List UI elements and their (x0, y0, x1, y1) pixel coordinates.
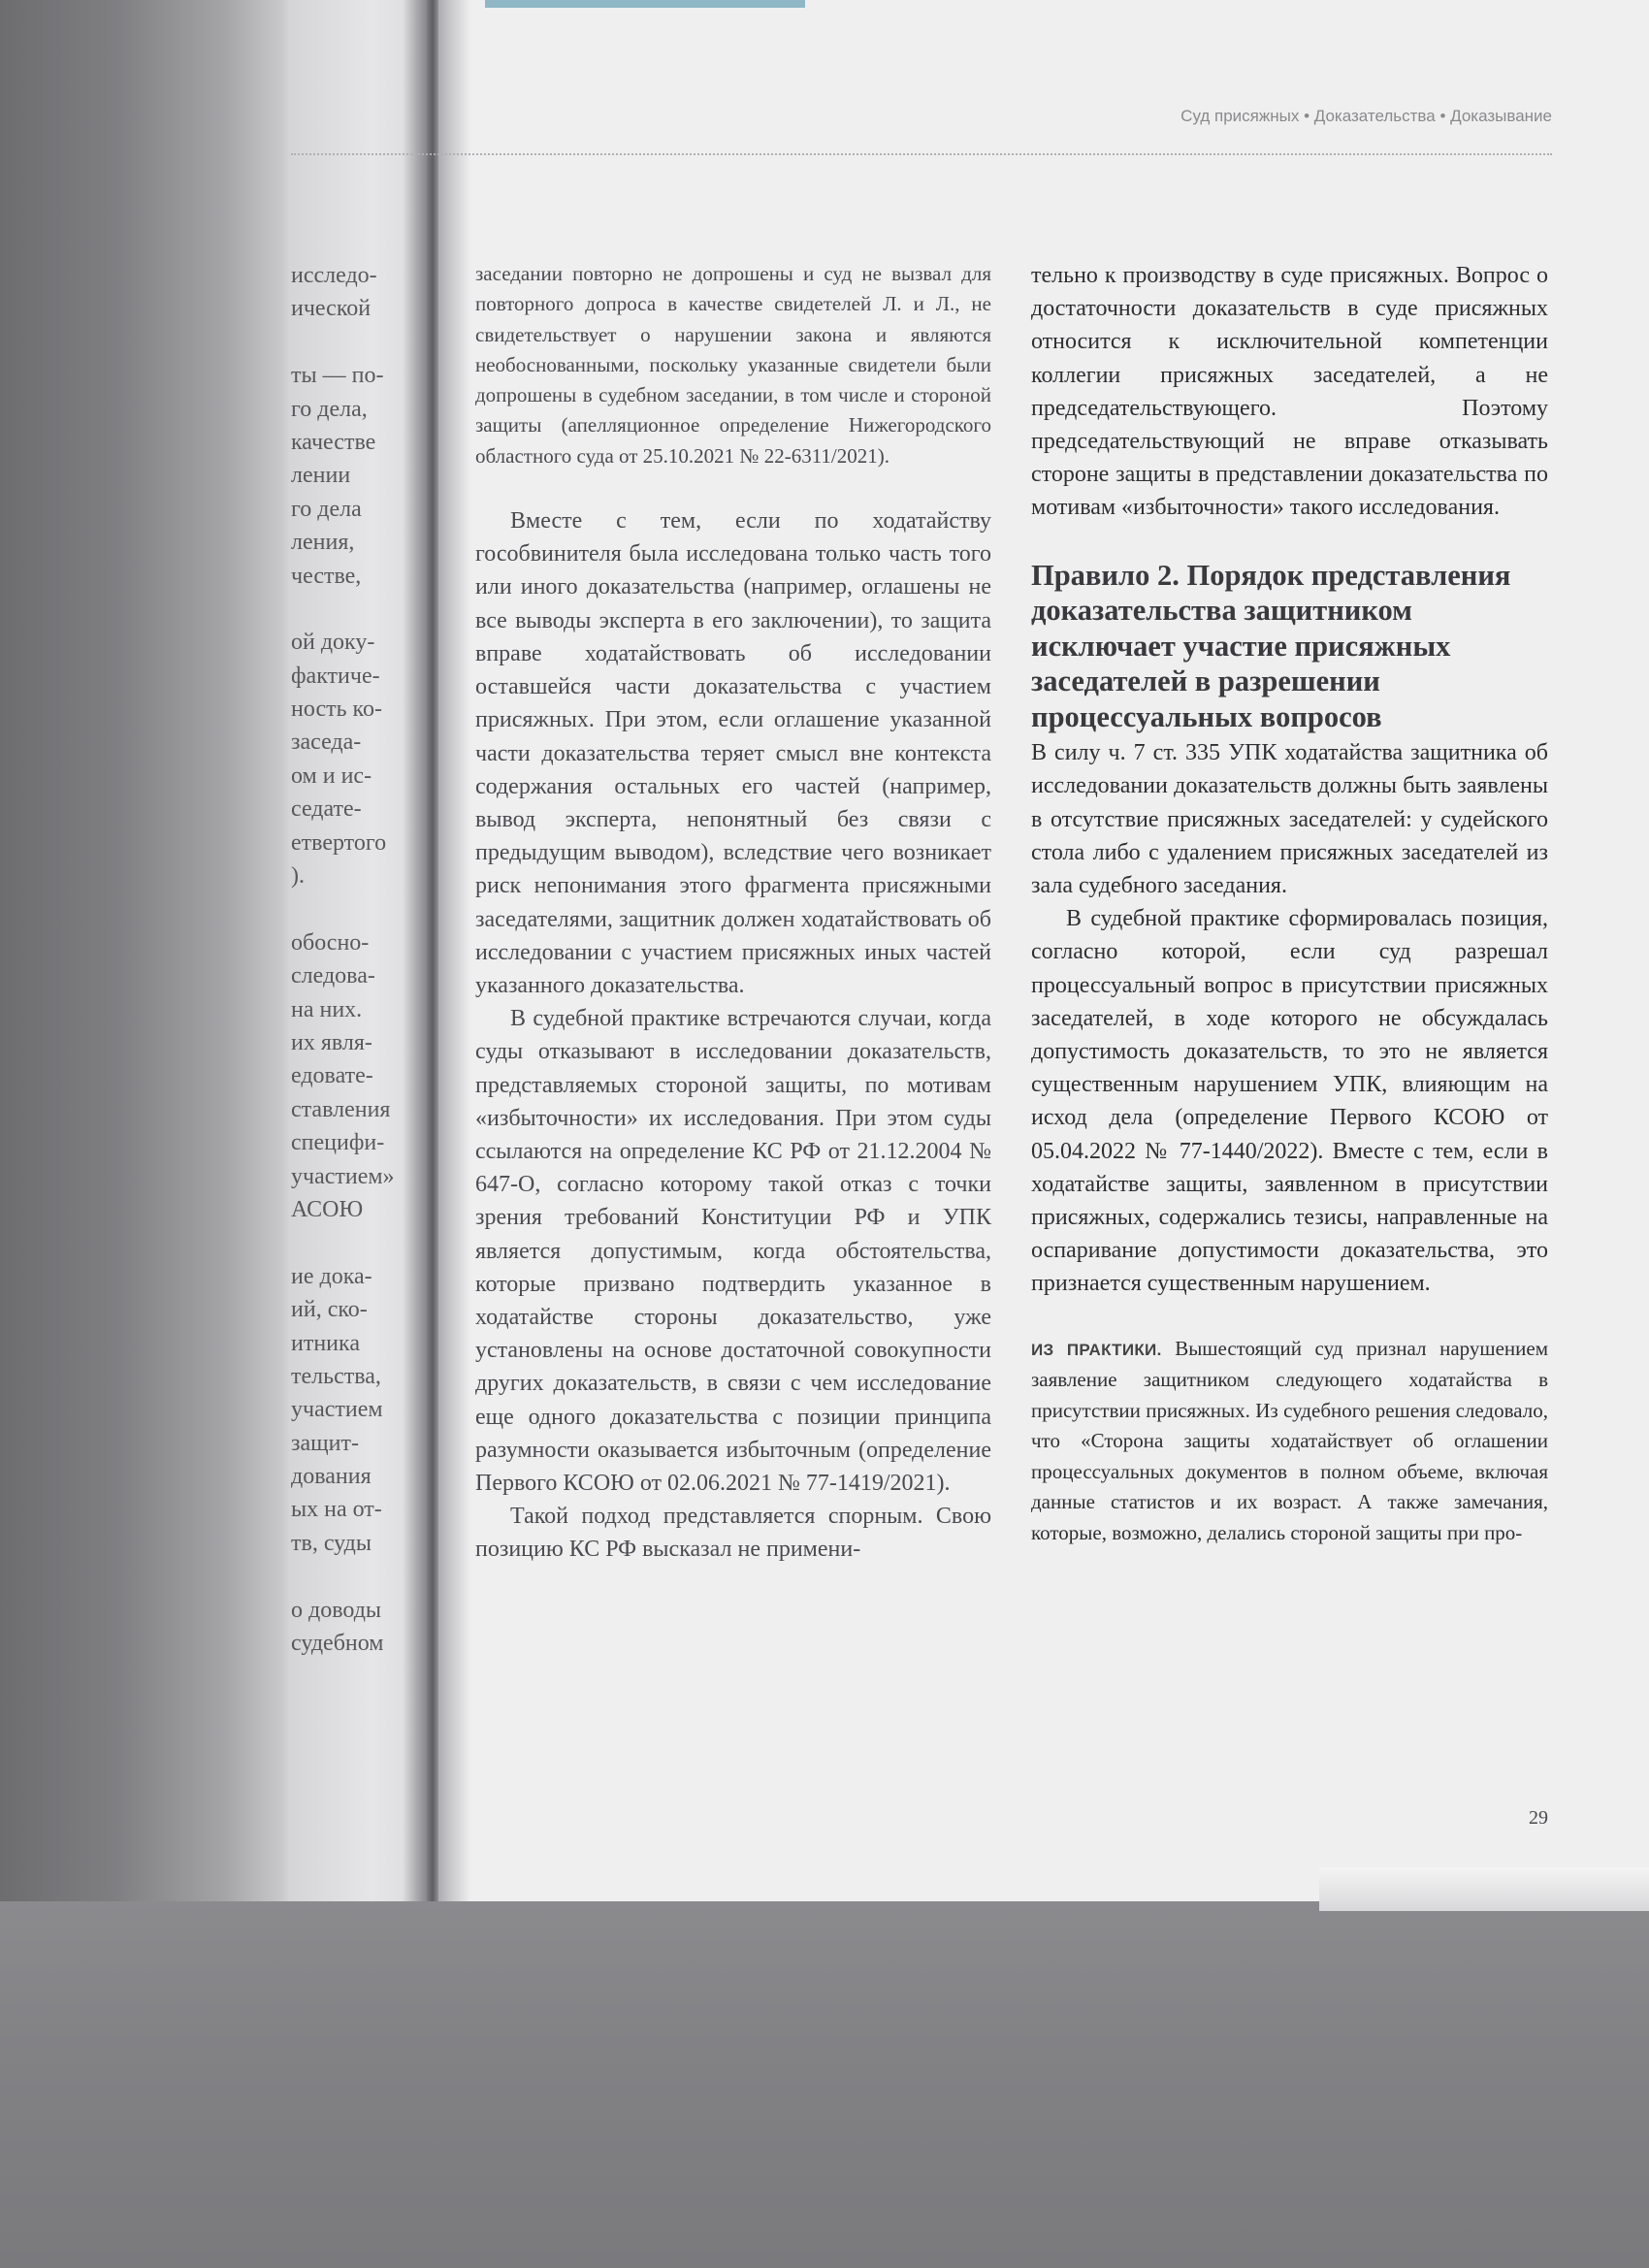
previous-page-line: заседа- (291, 729, 362, 756)
previous-page-line: ность ко- (291, 697, 382, 723)
practice-text: Вышестоящий суд признал нарушением заявление защитником следующего ходатайства в присутствии присяжных. Из судебного решения следовало, что «Сторона защиты ходатайствует об оглашении процессуальных документов в полном объеме, включая данные статистов и их возраст. А также замечания, которые, возможно, делались стороной защиты при про- (1031, 1336, 1548, 1544)
section-heading: Правило 2. Порядок представления доказательства защитником исключает участие присяжных заседателей в разрешении процессуальных вопросов (1031, 558, 1511, 733)
header-divider (291, 153, 1552, 155)
middle-column (475, 259, 991, 1567)
paragraph: В судебной практике сформировалась позиция, согласно которой, если суд разрешал процессуальный вопрос в присутствии присяжных заседателей, в ходе которого не обсуждалась допустимость доказательств, то это не является существенным нарушением УПК, влияющим на исход дела (определение Первого КСОЮ от 05.04.2022 № 77-1440/2022). Вместе с тем, если в ходатайстве защиты, заявленном в присутствии присяжных, содержались тезисы, направленные на оспаривание допустимости доказательства, это признается существенным нарушением. (1031, 906, 1548, 1297)
previous-page-line: исследо- (291, 263, 377, 288)
previous-page-line: участием» (291, 1163, 395, 1189)
previous-page-line: на них. (291, 996, 363, 1022)
paragraph-gap (1031, 1301, 1548, 1334)
previous-page-line: фактиче- (291, 663, 380, 689)
book-gutter-fold (427, 0, 438, 1901)
previous-page-line: тельства, (291, 1363, 381, 1389)
previous-page-line: ых на от- (291, 1497, 382, 1523)
previous-page-line: го дела (291, 496, 362, 522)
previous-page-line: го дела, (291, 396, 368, 422)
previous-page-line: седате- (291, 796, 362, 823)
previous-page-line: качестве (291, 429, 376, 455)
previous-page-line: дования (291, 1464, 372, 1490)
previous-page-line: следова- (291, 963, 375, 989)
previous-page-line: ой доку- (291, 630, 375, 656)
scanner-background (0, 1901, 1649, 2268)
previous-page-line: о доводы (291, 1597, 382, 1623)
previous-page-line (291, 593, 396, 626)
page-number: 29 (1529, 1807, 1548, 1829)
practice-label: ИЗ ПРАКТИКИ. (1031, 1340, 1162, 1359)
right-column (1031, 259, 1548, 1548)
previous-page-line: обосно- (291, 929, 370, 956)
previous-page-line (291, 326, 396, 359)
previous-page-line: тв, суды (291, 1530, 372, 1556)
scan-shadow (0, 0, 291, 1901)
paragraph: Такой подход представляется спорным. Свою позицию КС РФ высказал не примени- (475, 1504, 991, 1563)
paragraph-gap (1031, 525, 1548, 558)
page-top-color-strip (485, 0, 805, 8)
paragraph-continued: тельно к производству в суде присяжных. Вопрос о достаточности доказательств в суде присяжных относится к исключительной компетенции коллегии присяжных заседателей, а не председательствующего. Поэтому председательствующий не вправе отказывать стороне защиты в представлении доказательства по мотивам «избыточности» такого исследования. (1031, 263, 1548, 521)
previous-page-line: ом и ис- (291, 762, 372, 789)
previous-page-line: участием (291, 1397, 383, 1423)
paragraph-gap (475, 471, 991, 504)
previous-page-line: ления, (291, 530, 355, 556)
previous-page-line: ие дока- (291, 1263, 372, 1289)
previous-page-line (291, 892, 396, 925)
paragraph: В судебной практике встречаются случаи, когда суды отказывают в исследовании доказательств, представляемых стороной защиты, по мотивам «избыточности» их исследования. При этом суды ссылаются на определение КС РФ от 21.12.2004 № 647-О, согласно которому такой отказ с точки зрения требований Конституции РФ и УПК является допустимым, когда обстоятельства, которые призвано подтвердить указанное в ходатайстве стороны доказательство, уже установлены на основе достаточной совокупности других доказательств, в связи с чем исследование еще одного доказательства с позиции принципа разумности оказывается избыточным (определение Первого КСОЮ от 02.06.2021 № 77-1419/2021). (475, 1006, 991, 1496)
page-edge (1319, 1867, 1649, 1911)
previous-page-line: итника (291, 1330, 360, 1356)
previous-page-line: ий, ско- (291, 1297, 368, 1323)
previous-page-line: ставления (291, 1096, 391, 1122)
previous-page-column (291, 259, 396, 1660)
previous-page-line (291, 1560, 396, 1593)
previous-page-line: их явля- (291, 1029, 372, 1055)
previous-page-line: ической (291, 296, 372, 322)
court-decision-excerpt: заседании повторно не допрошены и суд не вызвал для повторного допроса в качестве свидетелей Л. и Л., не свидетельствует о нарушении закона и являются необоснованными, поскольку указанные свидетели были допрошены в судебном заседании, в том числе и стороной защиты (апелляционное определение Нижегородского областного суда от 25.10.2021 № 22-6311/2021). (475, 262, 991, 468)
previous-page-line: ). (291, 863, 305, 890)
previous-page-line (291, 1226, 396, 1259)
practice-box (1031, 1334, 1548, 1549)
previous-page-line: етвертого (291, 829, 387, 856)
previous-page-line: честве, (291, 563, 362, 589)
previous-page-line: специфи- (291, 1130, 385, 1156)
paragraph: В силу ч. 7 ст. 335 УПК ходатайства защитника об исследовании доказательств должны быть заявлены в отсутствие присяжных заседателей: у судейского стола либо с удалением присяжных заседателей из зала судебного заседания. (1031, 740, 1548, 898)
previous-page-line: ты — по- (291, 363, 384, 389)
previous-page-line: лении (291, 463, 351, 489)
previous-page-line: едовате- (291, 1063, 373, 1089)
paragraph: Вместе с тем, если по ходатайству гособвинителя была исследована только часть того или иного доказательства (например, оглашены не все выводы эксперта в его заключении), то защита вправе ходатайствовать об исследовании оставшейся части доказательства с участием присяжных. При этом, если оглашение указанной части доказательства теряет смысл вне контекста содержания остальных его частей (например, вывод эксперта, непонятный без связи с предыдущим выводом), вследствие чего возникает риск непонимания этого фрагмента присяжными заседателями, защитник должен ходатайствовать об исследовании с участием присяжных иных частей указанного доказательства. (475, 508, 991, 998)
previous-page-line: судебном (291, 1631, 384, 1657)
previous-page-line: защит- (291, 1430, 359, 1456)
running-header: Суд присяжных • Доказательства • Доказывание (1180, 107, 1552, 125)
previous-page-line: АСОЮ (291, 1196, 364, 1222)
